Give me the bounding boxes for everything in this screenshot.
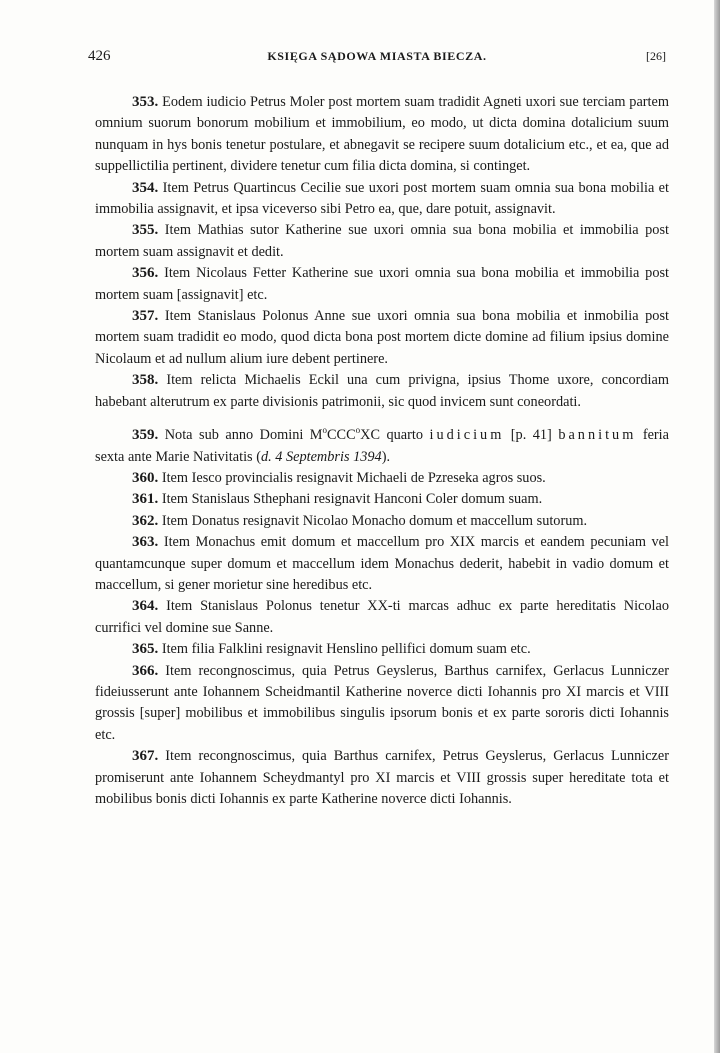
entry-number: 354. [132,179,159,196]
page-reference: [p. 41] [510,427,552,444]
entry-367 [95,746,669,810]
page-number: 426 [88,48,111,64]
entry-number: 364. [132,598,159,615]
entry-text: XC quarto [360,427,423,444]
entry-360 [95,468,669,489]
entry-number: 366. [132,662,159,679]
entry-366 [95,661,669,747]
entry-text: Nota sub anno Domini M [164,427,323,444]
entry-number: 353. [132,94,159,110]
entry-number: 362. [132,512,159,529]
entry-number: 355. [132,222,159,239]
entry-number: 361. [132,491,159,508]
entry-354 [95,178,669,221]
entry-text: Item Iesco provincialis resignavit Michaeli de Pzreseka agros suos. [161,469,546,486]
superscript: o [355,425,361,436]
entry-text: Item recongnoscimus, quia Barthus carnifex, Petrus Geyslerus, Gerlacus Lunniczer promiserunt ante Iohannem Scheydmantyl pro XI marcis et VIII grossis super hereditate tota et mobilibus bonis dicti Iohannis ex parte Katherine noverce dicti Iohannis. [95,748,670,807]
entry-number: 365. [132,641,159,658]
document-body [95,92,669,810]
entry-text: Item relicta Michaelis Eckil una cum privigna, ipsius Thome uxore, concordiam habebant alterutrum ex parte divisionis patrimonii, sic quod invicem sunt coneordati. [95,372,669,410]
entry-355 [95,220,669,263]
date-annotation: d. 4 Septembris 1394 [260,448,382,465]
entry-text: Item recongnoscimus, quia Petrus Geyslerus, Barthus carnifex, Gerlacus Lunniczer fideiusserunt ante Iohannem Scheidmantil Katherine noverce dicti Iohannis pro XI marcis et VIII grossis [super] mobilibus et immobilibus singulis ipsorum bonis et ex parte sororis dicti Iohannis etc. [95,662,670,743]
entry-358 [95,370,669,413]
entry-362 [95,511,669,532]
entry-number: 356. [132,265,159,282]
page-edge-shadow [714,0,720,1053]
entry-text: Item Stanislaus Polonus Anne sue uxori omnia sua bona mobilia et inmobilia post mortem suam tradidit eo modo, quod dicta bona post mortem dicte domine ad filium ipsius domine Nicolaum et ad nullum alium iure debent pertinere. [95,308,669,367]
entry-text: feria sexta ante Marie Nativitatis [95,427,669,465]
entry-text: Item Donatus resignavit Nicolao Monacho domum et maccellum sutorum. [161,512,588,529]
entry-number: 358. [132,372,159,389]
entry-text: Item Stanislaus Sthephani resignavit Hanconi Coler domum suam. [161,491,543,508]
superscript: o [322,425,328,436]
entry-359 [95,425,669,468]
entry-357 [95,306,669,370]
entry-text: Item Stanislaus Polonus tenetur XX-ti marcas adhuc ex parte hereditatis Nicolao currifici vel domine sue Sanne. [95,598,670,636]
entry-361 [95,489,669,510]
entry-number: 367. [132,748,159,765]
entry-353 [95,92,669,178]
spaced-term: iudicium [429,427,505,444]
entry-364 [95,596,669,639]
paren: ( [256,448,261,465]
entry-363 [95,532,669,596]
entry-text: Item Mathias sutor Katherine sue uxori omnia sua bona mobilia et immobilia post mortem suam assignavit et dedit. [95,222,669,260]
entry-number: 360. [132,469,159,486]
folio-number: [26] [646,49,666,63]
page-header [88,48,666,72]
entry-text: Item Nicolaus Fetter Katherine sue uxori omnia sua bona mobilia et immobilia post mortem suam [assignavit] etc. [95,265,670,303]
entry-text: Item Monachus emit domum et maccellum pro XIX marcis et eandem pecuniam vel quantamcunque super domum et maccellum idem Monachus dederit, habebit in vadio domum et maccellum, si gener morietur sine heredibus etc. [95,534,669,593]
entry-number: 363. [132,534,159,551]
entry-text: CCC [327,427,356,444]
paren: ). [381,448,391,465]
entry-365 [95,639,669,660]
spaced-term: bannitum [558,427,637,444]
entry-text: Item filia Falklini resignavit Henslino pellifici domum suam etc. [161,641,531,658]
entry-text: Eodem iudicio Petrus Moler post mortem suam tradidit Agneti uxori sue terciam partem omnium suorum bonorum mobilium et immobilium, eo modo, ut dicta domina dotalicium suum nunquam in hys bonis tenetur postulare, et abnegavit se recipere suum dotalicium etc., et ea, que ad suppellictilia pertinent, dividere tenetur cum filia dicta domina, si continget. [95,94,669,175]
entry-number: 359. [132,427,159,444]
entry-number: 357. [132,308,159,325]
running-title: KSIĘGA SĄDOWA MIASTA BIECZA. [267,49,487,63]
entry-text: Item Petrus Quartincus Cecilie sue uxori post mortem suam omnia sua bona mobilia et immobilia assignavit, et ipsa viceverso sibi Petro ea, que, dare potuit, assignavit. [95,179,669,218]
entry-356 [95,263,669,306]
